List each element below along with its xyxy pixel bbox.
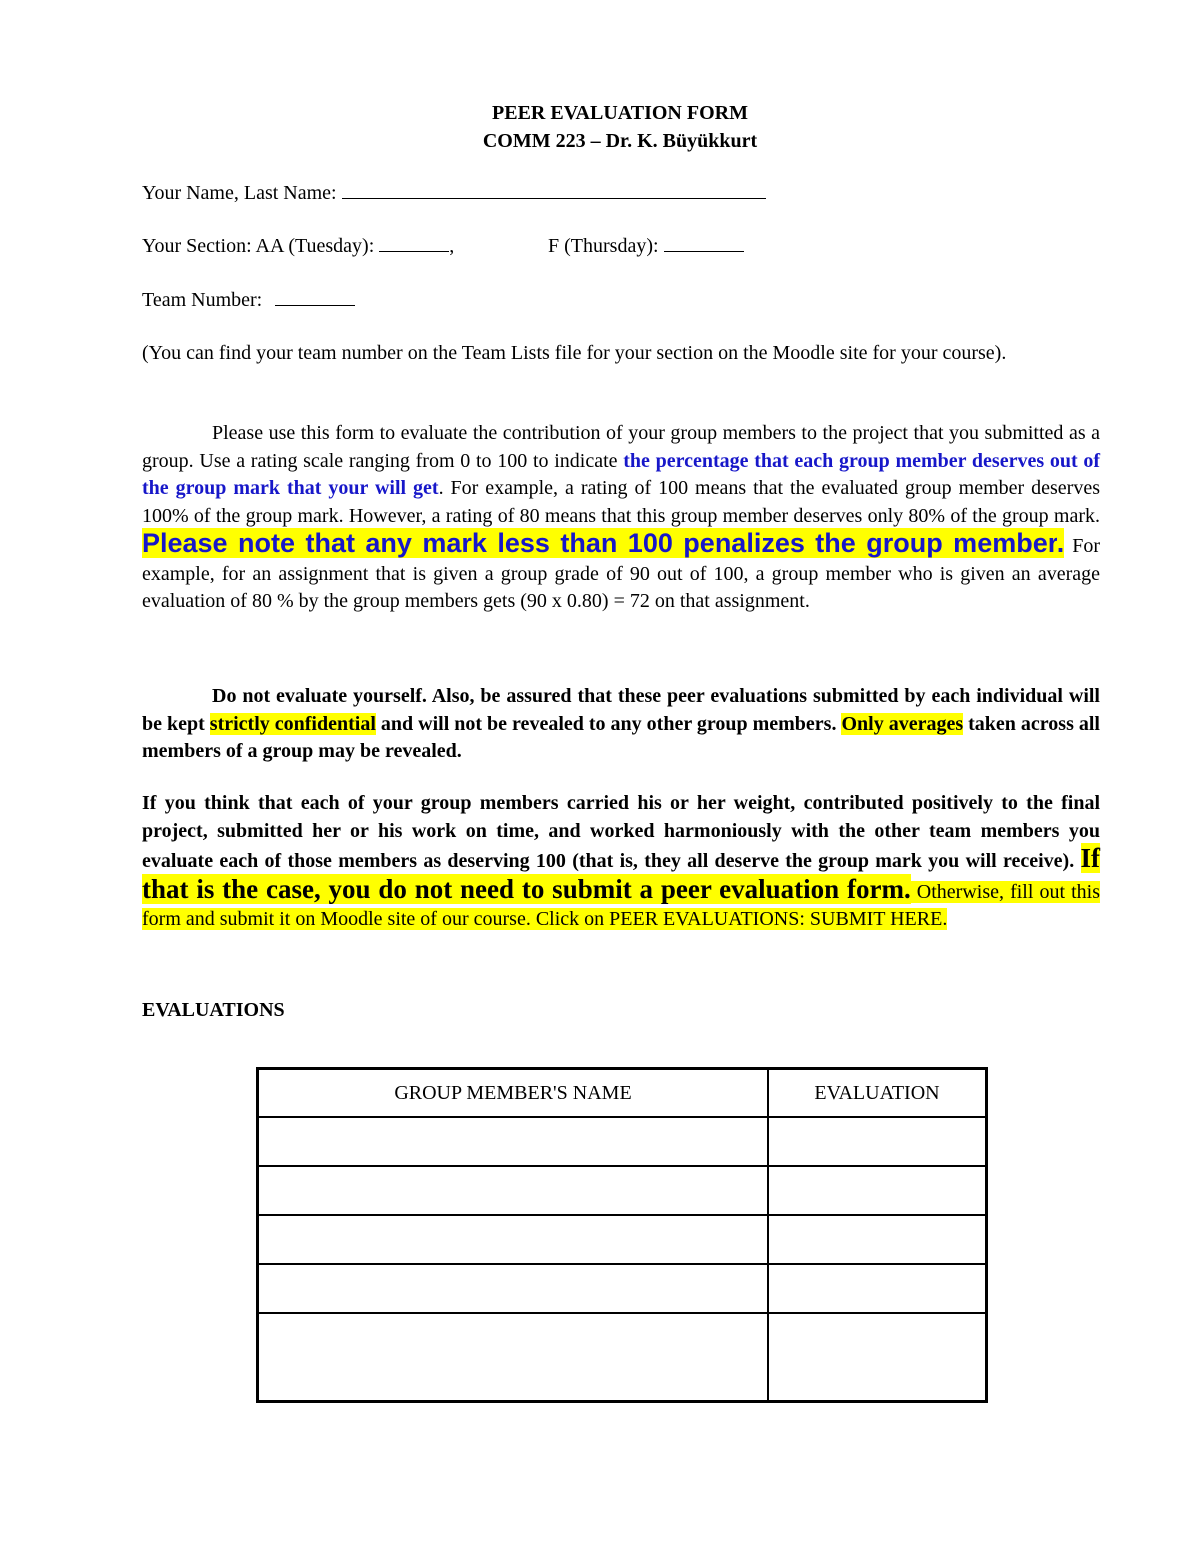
evaluation-cell[interactable] [768, 1264, 987, 1313]
section-thursday-blank[interactable] [664, 233, 744, 252]
member-name-cell[interactable] [258, 1264, 769, 1313]
column-header-name: GROUP MEMBER'S NAME [258, 1069, 769, 1118]
p1-blue-emphasis: the percentage that each group member deserves out of the group mark that your will get [142, 449, 1100, 499]
p2-highlight-confidential: strictly confidential [209, 712, 376, 735]
member-name-cell[interactable] [258, 1166, 769, 1215]
p3-submit-instructions: Otherwise, fill out this form and submit it on Moodle site of our course. Click on PEER EVALUATIONS: SUBMIT HERE. [142, 880, 1101, 930]
table-header-row [258, 1069, 987, 1118]
p3-text-a: If you think that each of your group members carried his or her weight, contributed positively to the final project, submitted her or his work on time, and worked harmoniously with the other team members you evaluate each of those members as deserving 100 (that is, they all deserve the group mark you will receive). [142, 792, 1100, 872]
evaluation-cell[interactable] [768, 1313, 987, 1402]
p1-dot: . [1056, 528, 1065, 558]
p1-text-a: Please use this form to evaluate the contribution of your group members to the project that you submitted as a group. Use a rating scale ranging from 0 to 100 to indicate [142, 422, 1100, 472]
p1-text-b: . For example, a rating of 100 means that the evaluated group member deserves 100% of the group mark. However, a rating of 80 means that this group member deserves only 80% of the group mark. [142, 477, 1100, 527]
table-row [258, 1313, 987, 1402]
name-field-row [142, 180, 766, 205]
member-name-cell[interactable] [258, 1313, 769, 1402]
instruction-paragraph-2 [142, 683, 1100, 766]
section-comma: , [449, 235, 455, 257]
p2-text-c: taken across all members of a group may be revealed. [142, 712, 1100, 762]
name-blank[interactable] [342, 180, 766, 199]
p1-text-c: For example, for an assignment that is given a group grade of 90 out of 100, a group member who is given an average evaluation of 80 % by the group members gets (90 x 0.80) = 72 on that assignment. [142, 535, 1100, 612]
evaluation-cell[interactable] [768, 1117, 987, 1166]
p2-text-a: Do not evaluate yourself. Also, be assured that these peer evaluations submitted by each individual will be kept [142, 685, 1100, 735]
section-tuesday-blank[interactable] [379, 233, 449, 252]
evaluation-cell[interactable] [768, 1215, 987, 1264]
p1-penalty-warning: Please note that any mark less than 100 penalizes the group member [142, 528, 1057, 558]
section-field-row [142, 233, 454, 258]
evaluation-table [256, 1067, 988, 1403]
p2-highlight-averages: Only averages [841, 712, 964, 735]
form-subtitle: COMM 223 – Dr. K. Büyükkurt [482, 130, 758, 152]
p3-no-submit-notice: If that is the case, you do not need to submit a peer evaluation form. [142, 843, 1101, 904]
member-name-cell[interactable] [258, 1117, 769, 1166]
member-name-cell[interactable] [258, 1215, 769, 1264]
section-thursday-label: F (Thursday): [548, 235, 659, 257]
column-header-evaluation: EVALUATION [768, 1069, 987, 1118]
table-row [258, 1215, 987, 1264]
evaluation-cell[interactable] [768, 1166, 987, 1215]
table-row [258, 1166, 987, 1215]
form-title: PEER EVALUATION FORM [492, 102, 748, 124]
section-tuesday-label: Your Section: AA (Tuesday): [142, 235, 375, 257]
name-field-label: Your Name, Last Name: [142, 182, 337, 204]
instruction-paragraph-1 [142, 420, 1100, 616]
instruction-paragraph-3 [142, 790, 1100, 934]
evaluations-heading: EVALUATIONS [142, 999, 285, 1021]
table-row [258, 1117, 987, 1166]
team-number-label: Team Number: [142, 289, 263, 311]
p2-text-b: and will not be revealed to any other group members. [375, 712, 842, 735]
team-field-row [142, 287, 355, 312]
table-row [258, 1264, 987, 1313]
section-thursday-row [548, 233, 744, 258]
team-number-blank[interactable] [275, 287, 355, 306]
team-number-note: (You can find your team number on the Team Lists file for your section on the Moodle site for your course). [142, 342, 1007, 364]
